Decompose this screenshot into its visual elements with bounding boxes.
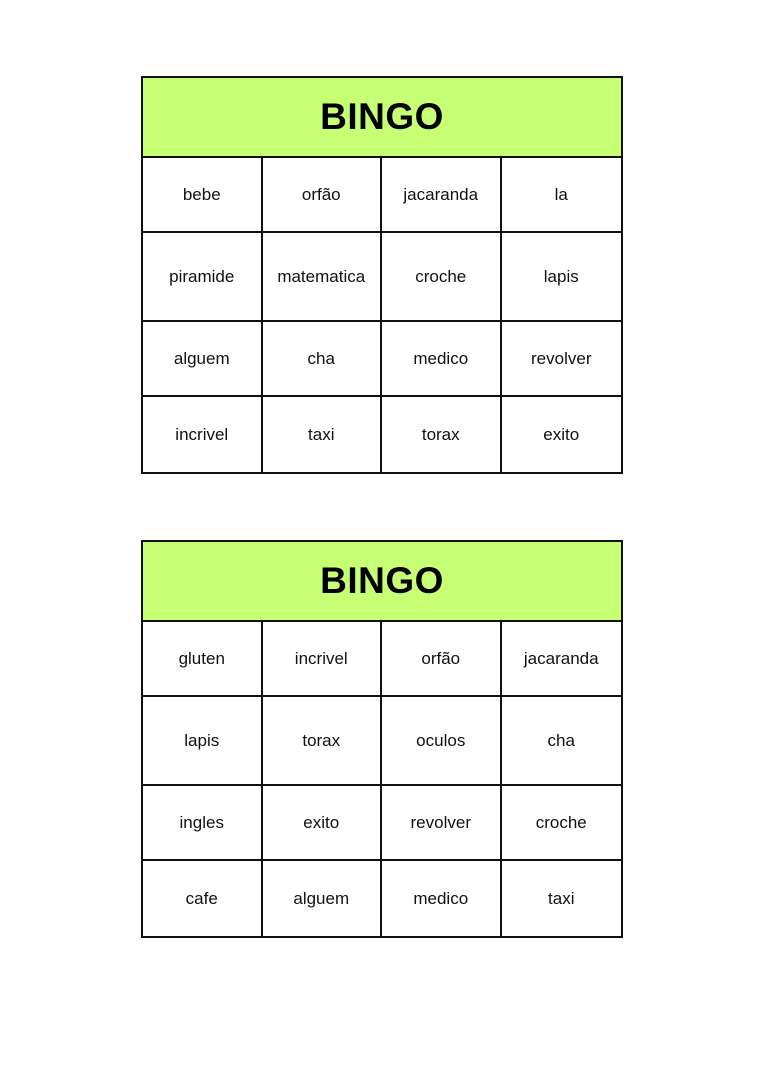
bingo-cell: medico [382,322,502,397]
bingo-cell: croche [382,233,502,322]
bingo-cell: matematica [263,233,383,322]
bingo-cell: cha [502,697,622,786]
bingo-grid [143,622,621,936]
bingo-cell: cafe [143,861,263,936]
bingo-cell: cha [263,322,383,397]
bingo-cell: lapis [502,233,622,322]
bingo-grid [143,158,621,472]
bingo-card [141,76,623,474]
bingo-cell: bebe [143,158,263,233]
bingo-cell: orfão [382,622,502,697]
card-header [143,542,621,622]
card-header [143,78,621,158]
bingo-cell: alguem [143,322,263,397]
bingo-cell: alguem [263,861,383,936]
bingo-cell: taxi [263,397,383,472]
bingo-cell: gluten [143,622,263,697]
bingo-card [141,540,623,938]
bingo-cell: taxi [548,888,575,908]
bingo-cell: orfão [263,158,383,233]
bingo-cell: incrivel [143,397,263,472]
bingo-cell: la [502,158,622,233]
bingo-cell: exito [543,424,580,444]
bingo-cell: torax [263,697,383,786]
bingo-cell: revolver [502,322,622,397]
bingo-cell: jacaranda [502,622,622,697]
bingo-cell: medico [382,861,502,936]
bingo-cell: croche [502,786,622,861]
card-title: BINGO [320,560,444,601]
bingo-cell: lapis [143,697,263,786]
bingo-cell: ingles [143,786,263,861]
bingo-cell: exito [263,786,383,861]
bingo-cell: oculos [382,697,502,786]
bingo-cell: torax [382,397,502,472]
bingo-cell: piramide [143,233,263,322]
card-title: BINGO [320,96,444,137]
bingo-cell: jacaranda [382,158,502,233]
bingo-cell: incrivel [263,622,383,697]
bingo-cell: revolver [382,786,502,861]
